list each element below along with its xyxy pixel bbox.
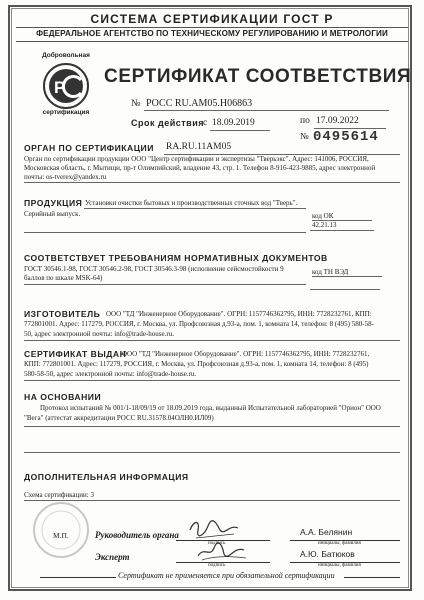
cert-body-line2: Московская область, г. Мытищи, пр-т Олимпийский, владение 43, стр. 1. Телефон 8-916-423-9885, адрес электронной [24,164,376,172]
product-rule [24,232,306,233]
expert-name-caption: инициалы, фамилия [318,563,361,568]
header-rule-top [16,27,408,28]
svg-text:P: P [54,78,66,97]
cert-number: РОСС RU.АМ05.Н06863 [146,98,253,109]
cert-body-label: ОРГАН ПО СЕРТИФИКАЦИИ [24,143,154,153]
tnved-rule [310,289,380,290]
agency-title: ФЕДЕРАЛЬНОЕ АГЕНТСТВО ПО ТЕХНИЧЕСКОМУ РЕГУЛИРОВАНИЮ И МЕТРОЛОГИИ [36,29,388,38]
official-stamp [28,500,94,560]
manufacturer-line3: 50, адрес электронной почты: info@trade-house.ru. [24,330,174,338]
issued-line3: 580-58-50, адрес электронной почты: info@trade-house.ru. [24,370,197,378]
validity-from-label: с [203,118,208,128]
manufacturer-line2: 772801001. Адрес: 117279, РОССИЯ, г. Москва, ул. Профсоюзная д.93-а, пом. 1, комната 14, телефон: 8 (495) 580-58- [24,320,374,328]
certificate-title: СЕРТИФИКАТ СООТВЕТСТВИЯ [104,66,412,87]
manufacturer-line1: ООО "ТД "Инженерное Оборудование". ОГРН: 1157746362795, ИНН: 7728232761, КПП: [106,310,372,318]
cert-body-line3: почты: os-tverex@yandex.ru [24,173,107,181]
cert-body-line1: Орган по сертификации продукции ООО "Центр сертификации и экспертизы "Тверьэкс". Адрес: 141006, РОССИЯ, [24,155,369,163]
issued-line2: КПП: 772801001. Адрес: 117279, РОССИЯ, г. Москва, ул. Профсоюзная д.93-а, пом. 1, комната 14, телефон: 8 (495) [24,360,369,368]
footer-note: Сертификат не применяется при обязательной сертификации [118,571,335,580]
basis-label: НА ОСНОВАНИИ [24,392,102,402]
head-name-caption: инициалы, фамилия [318,541,361,546]
requirements-label: СООТВЕТСТВУЕТ ТРЕБОВАНИЯМ НОРМАТИВНЫХ ДОКУМЕНТОВ [24,253,328,263]
issued-label: СЕРТИФИКАТ ВЫДАН [24,349,127,359]
manufacturer-rule [24,340,400,341]
certification-scheme: Схема сертификации: 3 [24,491,94,499]
product-label: ПРОДУКЦИЯ [24,198,83,208]
serial-prefix: № [300,131,309,141]
cert-body-code: RA.RU.11АМ05 [166,142,232,152]
validity-to: 17.09.2022 [316,116,359,126]
footer-rule-left [40,577,116,578]
product-line2: Серийный выпуск. [24,210,81,218]
basis-line2: "Вега" (аттестат аккредитации РОСС RU.31578.04ОЛН0.ИЛ09) [24,414,214,422]
validity-from: 18.09.2019 [212,118,255,128]
stamp-icon [28,500,94,560]
requirements-rule [24,284,306,285]
basis-line1: Протокол испытаний № 001/1-18/09/19 от 18.09.2019 года, выданный Испытательной лабораторией "Орион" ООО [40,404,381,412]
okp-rule [310,230,374,231]
expert-name: А.Ю. Батюков [300,549,355,559]
cert-number-prefix: № [131,98,141,109]
head-label: Руководитель органа [95,530,179,540]
signature-icon [186,516,246,542]
basis-rule-2 [24,452,400,453]
serial-number: 0495614 [313,129,379,145]
basis-rule-1 [24,426,400,427]
cert-body-rule [24,182,400,183]
expert-label: Эксперт [95,552,130,562]
header-rule-bottom [16,41,408,42]
cert-number-underline [144,110,389,111]
product-underline [84,208,306,209]
okp-value: 42.21.13 [312,221,337,229]
manufacturer-label: ИЗГОТОВИТЕЛЬ [24,309,101,319]
requirements-line1: ГОСТ 30546.1-98, ГОСТ 30546.2-98, ГОСТ 30546.3-98 (исполнение сейсмостойкости 9 [24,265,284,273]
expert-sig-caption: подпись [208,563,226,568]
head-sig-caption: подпись [208,541,226,546]
product-line1: Установки очистки бытовых и производственных сточных вод "Тверь". [85,199,298,207]
additional-label: ДОПОЛНИТЕЛЬНАЯ ИНФОРМАЦИЯ [24,472,189,482]
system-title: СИСТЕМА СЕРТИФИКАЦИИ ГОСТ Р [90,12,334,26]
validity-from-underline [210,130,270,131]
footer-rule-right [344,577,400,578]
logo-bottom-text: сертификация [42,109,90,116]
stamp-label: М.П. [53,531,69,540]
issued-line1: ООО "ТД "Инженерное Оборудование". ОГРН: 1157746362795, ИНН: 7728232761, [122,350,370,358]
validity-to-label: по [300,116,310,126]
voluntary-cert-logo [34,52,98,118]
logo-top-text: Добровольная [42,52,90,59]
signature-icon [194,540,250,564]
okp-label: код ОК [312,212,372,221]
issued-rule [24,380,400,381]
requirements-line2: баллов по шкале MSK-64) [24,274,103,282]
validity-label: Срок действия [131,118,204,128]
head-name: А.А. Белянин [300,527,353,537]
tnved-label: код ТН ВЭД [312,268,382,277]
